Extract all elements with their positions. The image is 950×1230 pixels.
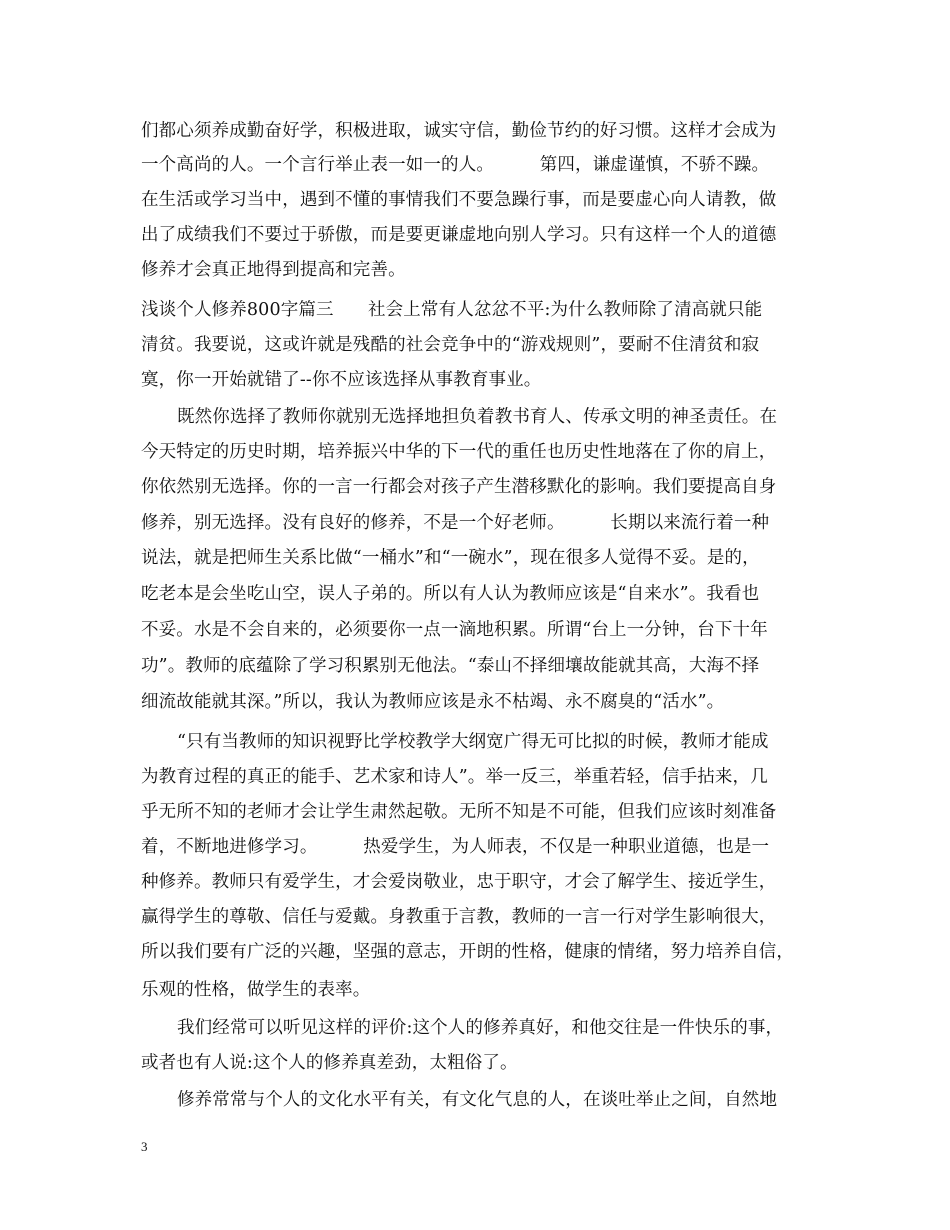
body-text-line: 说法，就是把师生关系比做“一桶水”和“一碗水”，现在很多人觉得不妥。是的， — [141, 548, 760, 568]
body-text-line: 着，不断地进修学习。 热爱学生，为人师表，不仅是一种职业道德，也是一 — [141, 837, 770, 857]
body-text-line: 或者也有人说:这个人的修养真差劲，太粗俗了。 — [141, 1053, 518, 1073]
body-text-line: 乎无所不知的老师才会让学生肃然起敬。无所不知是不可能，但我们应该时刻准备 — [141, 802, 777, 822]
body-text-line: 今天特定的历史时期，培养振兴中华的下一代的重任也历史性地落在了你的肩上， — [141, 442, 777, 462]
body-text-line: 吃老本是会坐吃山空，误人子弟的。所以有人认为教师应该是“自来水”。我看也 — [141, 584, 760, 604]
body-text-line: 出了成绩我们不要过于骄傲，而是要更谦虚地向别人学习。只有这样一个人的道德 — [141, 225, 777, 245]
page-number: 3 — [141, 1139, 148, 1154]
body-text-line: 乐观的性格，做学生的表率。 — [141, 980, 371, 1000]
section-heading-line: 浅谈个人修养800字篇三 社会上常有人忿忿不平:为什么教师除了清高就只能 — [141, 300, 763, 320]
body-text-line: 一个高尚的人。一个言行举止表一如一的人。 第四，谦虚谨慎，不骄不躁。 — [141, 155, 770, 175]
body-text-line: 寞，你一开始就错了--你不应该选择从事教育事业。 — [141, 370, 542, 390]
paragraph-start-line: “只有当教师的知识视野比学校教学大纲宽广得无可比拟的时候，教师才能成 — [177, 732, 769, 752]
body-text-line: 不妥。水是不会自来的，必须要你一点一滴地积累。所谓“台上一分钟，台下十年 — [141, 620, 768, 640]
body-text-line: 功”。教师的底蕴除了学习积累别无他法。“泰山不择细壤故能就其高，大海不择 — [141, 656, 760, 676]
body-text-line: 修养，别无选择。没有良好的修养，不是一个好老师。 长期以来流行着一种 — [141, 513, 770, 533]
body-text-line: 你依然别无选择。你的一言一行都会对孩子产生潜移默化的影响。我们要提高自身 — [141, 477, 777, 497]
body-text-line: 赢得学生的尊敬、信任与爱戴。身教重于言教，教师的一言一行对学生影响很大， — [141, 907, 777, 927]
body-text-line: 种修养。教师只有爱学生，才会爱岗敬业，忠于职守，才会了解学生、接近学生， — [141, 872, 777, 892]
paragraph-start-line: 既然你选择了教师你就别无选择地担负着教书育人、传承文明的神圣责任。在 — [177, 407, 778, 427]
body-text-line: 清贫。我要说，这或许就是残酷的社会竞争中的“游戏规则”，要耐不住清贫和寂 — [141, 335, 760, 355]
body-text-line: 细流故能就其深。”所以，我认为教师应该是永不枯竭、永不腐臭的“活水”。 — [141, 692, 725, 712]
body-text-line: 们都心须养成勤奋好学，积极进取，诚实守信，勤俭节约的好习惯。这样才会成为 — [141, 121, 777, 141]
body-text-line: 修养才会真正地得到提高和完善。 — [141, 260, 406, 280]
body-text-line: 在生活或学习当中，遇到不懂的事情我们不要急躁行事，而是要虚心向人请教，做 — [141, 190, 777, 210]
paragraph-start-line: 修养常常与个人的文化水平有关，有文化气息的人，在谈吐举止之间，自然地 — [177, 1090, 778, 1110]
body-text-line: 所以我们要有广泛的兴趣，坚强的意志，开朗的性格，健康的情绪，努力培养自信， — [141, 942, 795, 962]
body-text-line: 为教育过程的真正的能手、艺术家和诗人”。举一反三，举重若轻，信手拈来，几 — [141, 767, 768, 787]
paragraph-start-line: 我们经常可以听见这样的评价:这个人的修养真好，和他交往是一件快乐的事， — [177, 1018, 784, 1038]
